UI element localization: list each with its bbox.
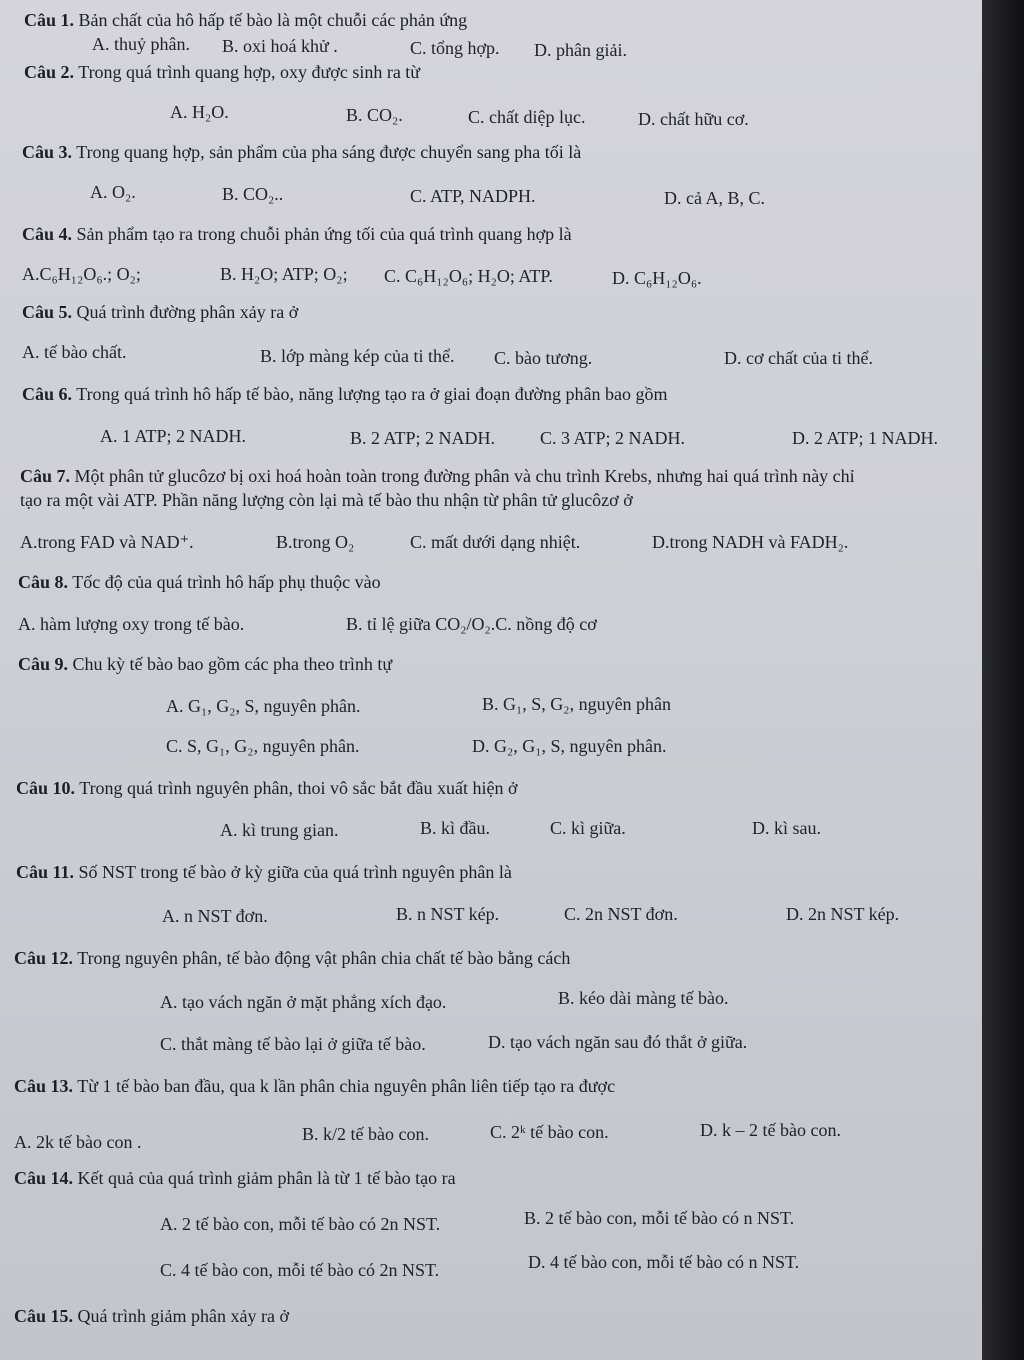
option-b: B. 2 tế bào con, mỗi tế bào có n NST. — [524, 1208, 795, 1228]
question-number: Câu 13. — [14, 1076, 74, 1096]
question-number: Câu 4. — [22, 224, 73, 244]
question-6 — [22, 384, 668, 405]
option-a: A. tạo vách ngăn ở mặt phẳng xích đạo. — [160, 992, 447, 1012]
question-14 — [14, 1168, 456, 1189]
question-text: Quá trình đường phân xảy ra ở — [76, 302, 299, 322]
option-b: B. k/2 tế bào con. — [302, 1124, 429, 1144]
option-a: A. 2 tế bào con, mỗi tế bào có 2n NST. — [160, 1214, 441, 1234]
option-b: B. kì đầu. — [420, 818, 490, 838]
question-text: Sản phẩm tạo ra trong chuỗi phản ứng tối của quá trình quang hợp là — [76, 224, 572, 244]
question-number: Câu 8. — [18, 572, 69, 592]
option-d: D. C₆H₁₂O₆. — [612, 268, 702, 288]
option-c: C. bào tương. — [494, 348, 593, 368]
question-text: Tốc độ của quá trình hô hấp phụ thuộc vào — [72, 572, 381, 592]
option-a: A. tế bào chất. — [22, 342, 127, 362]
question-number: Câu 11. — [16, 862, 75, 882]
question-text: Trong quang hợp, sản phẩm của pha sáng được chuyển sang pha tối là — [76, 142, 582, 162]
question-text: Trong quá trình nguyên phân, thoi vô sắc bắt đầu xuất hiện ở — [79, 778, 518, 798]
question-12 — [14, 948, 570, 969]
option-b: B. 2 ATP; 2 NADH. — [350, 428, 496, 448]
option-b: B. tỉ lệ giữa CO₂/O₂.C. nồng độ cơ — [346, 614, 597, 634]
question-text: Trong quá trình quang hợp, oxy được sinh ra từ — [78, 62, 421, 82]
option-a: A. hàm lượng oxy trong tế bào. — [18, 614, 245, 634]
option-d: D. cơ chất của ti thể. — [724, 348, 873, 368]
option-a: A.trong FAD và NAD⁺. — [20, 532, 194, 552]
option-a: A. thuỷ phân. — [92, 34, 190, 54]
question-7-continued: tạo ra một vài ATP. Phần năng lượng còn lại mà tế bào thu nhận từ phân tử glucôzơ ở — [20, 490, 633, 510]
question-number: Câu 10. — [16, 778, 76, 798]
question-text: Từ 1 tế bào ban đầu, qua k lần phân chia nguyên phân liên tiếp tạo ra được — [77, 1076, 616, 1096]
option-b: B. CO₂.. — [222, 184, 284, 204]
question-4 — [22, 224, 572, 245]
option-c: C. ATP, NADPH. — [410, 186, 536, 206]
option-c: C. chất diệp lục. — [468, 107, 586, 127]
question-number: Câu 9. — [18, 654, 69, 674]
option-d: D. 2 ATP; 1 NADH. — [792, 428, 939, 448]
question-text: Số NST trong tế bào ở kỳ giữa của quá trình nguyên phân là — [78, 862, 512, 882]
question-5 — [22, 302, 298, 323]
option-d: D. k – 2 tế bào con. — [700, 1120, 841, 1140]
option-b: B. oxi hoá khử . — [222, 36, 338, 56]
option-d: D. G₂, G₁, S, nguyên phân. — [472, 736, 667, 756]
option-c: C. 4 tế bào con, mỗi tế bào có 2n NST. — [160, 1260, 440, 1280]
option-b: B. kéo dài màng tế bào. — [558, 988, 729, 1008]
option-a: A.C₆H₁₂O₆.; O₂; — [22, 264, 141, 284]
question-text: Chu kỳ tế bào bao gồm các pha theo trình tự — [72, 654, 393, 674]
question-13 — [14, 1076, 615, 1097]
question-number: Câu 3. — [22, 142, 73, 162]
option-a: A. kì trung gian. — [220, 820, 339, 840]
question-text: Trong quá trình hô hấp tế bào, năng lượng tạo ra ở giai đoạn đường phân bao gồm — [76, 384, 668, 404]
option-d: D.trong NADH và FADH₂. — [652, 532, 849, 552]
question-text: Bản chất của hô hấp tế bào là một chuỗi các phản ứng — [78, 10, 468, 30]
option-b: B. n NST kép. — [396, 904, 500, 924]
dark-background-edge — [982, 0, 1024, 1360]
option-a: A. O₂. — [90, 182, 136, 202]
option-a: A. 2k tế bào con . — [14, 1132, 142, 1152]
option-d: D. 4 tế bào con, mỗi tế bào có n NST. — [528, 1252, 800, 1272]
question-number: Câu 5. — [22, 302, 73, 322]
question-number: Câu 6. — [22, 384, 73, 404]
option-a: A. n NST đơn. — [162, 906, 268, 926]
question-7 — [20, 466, 855, 487]
option-a: A. G₁, G₂, S, nguyên phân. — [166, 696, 361, 716]
question-number: Câu 1. — [24, 10, 75, 30]
option-a: A. 1 ATP; 2 NADH. — [100, 426, 247, 446]
question-2 — [24, 62, 420, 83]
option-c: C. 3 ATP; 2 NADH. — [540, 428, 686, 448]
option-b: B. G₁, S, G₂, nguyên phân — [482, 694, 672, 714]
question-text: Một phân tử glucôzơ bị oxi hoá hoàn toàn trong đường phân và chu trình Krebs, nhưng hai quá trình này chỉ — [74, 466, 855, 486]
question-text: Quá trình giảm phân xảy ra ở — [77, 1306, 289, 1326]
option-b: B. lớp màng kép của ti thể. — [260, 346, 455, 366]
option-d: D. cả A, B, C. — [664, 188, 765, 208]
question-11 — [16, 862, 512, 883]
option-c: C. kì giữa. — [550, 818, 626, 838]
option-b: B.trong O₂ — [276, 532, 355, 552]
option-d: D. tạo vách ngăn sau đó thắt ở giữa. — [488, 1032, 748, 1052]
question-number: Câu 15. — [14, 1306, 74, 1326]
option-b: B. CO₂. — [346, 105, 403, 125]
option-d: D. chất hữu cơ. — [638, 109, 749, 129]
option-c: C. 2n NST đơn. — [564, 904, 678, 924]
option-d: D. 2n NST kép. — [786, 904, 900, 924]
question-number: Câu 2. — [24, 62, 75, 82]
question-number: Câu 14. — [14, 1168, 74, 1188]
option-a: A. H₂O. — [170, 102, 229, 122]
question-8 — [18, 572, 381, 593]
question-text: Trong nguyên phân, tế bào động vật phân chia chất tế bào bằng cách — [77, 948, 571, 968]
option-c: C. thắt màng tế bào lại ở giữa tế bào. — [160, 1034, 426, 1054]
option-c: C. C₆H₁₂O₆; H₂O; ATP. — [384, 266, 553, 286]
option-c: C. mất dưới dạng nhiệt. — [410, 532, 581, 552]
question-text: Kết quả của quá trình giảm phân là từ 1 tế bào tạo ra — [77, 1168, 456, 1188]
question-3 — [22, 142, 581, 163]
option-d: D. kì sau. — [752, 818, 821, 838]
option-b: B. H₂O; ATP; O₂; — [220, 264, 348, 284]
question-number: Câu 7. — [20, 466, 71, 486]
option-c: C. tổng hợp. — [410, 38, 500, 58]
question-15 — [14, 1306, 289, 1327]
question-9 — [18, 654, 392, 675]
option-d: D. phân giải. — [534, 40, 627, 60]
question-1 — [24, 10, 467, 31]
question-number: Câu 12. — [14, 948, 74, 968]
question-10 — [16, 778, 518, 799]
option-c: C. 2ᵏ tế bào con. — [490, 1122, 609, 1142]
option-c: C. S, G₁, G₂, nguyên phân. — [166, 736, 360, 756]
